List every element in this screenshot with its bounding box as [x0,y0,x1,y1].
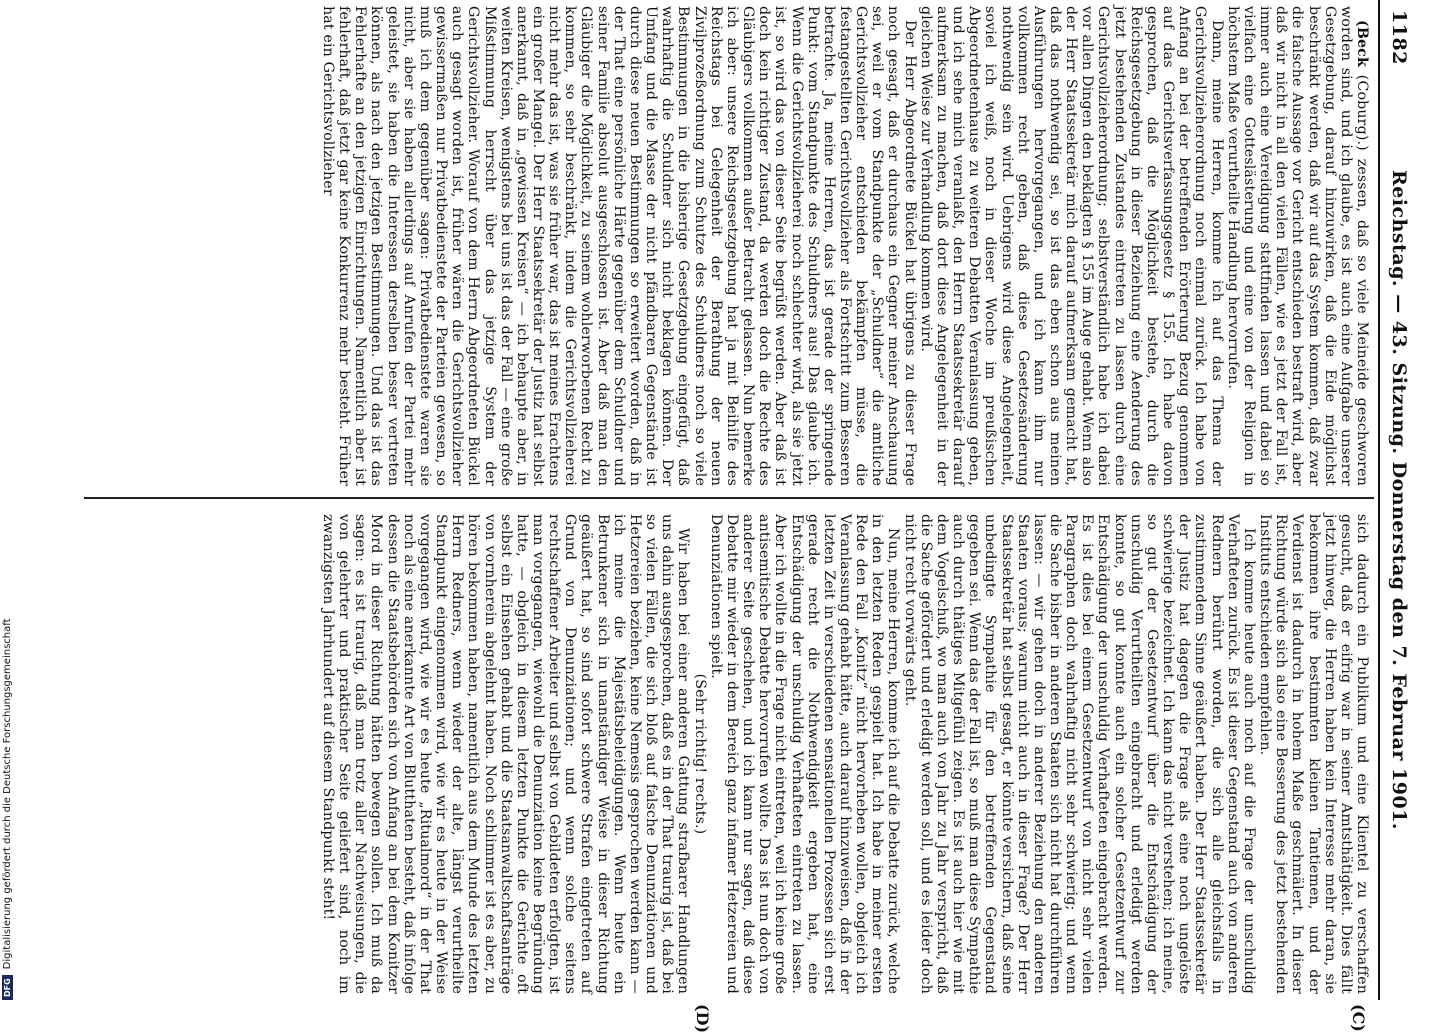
paragraph [1257,514,1370,994]
paragraph [320,6,918,486]
paragraph-text: Nun, meine Herren, komme ich auf die Debatte zurück, welche in den letzten Reden gespielt hat. Ich habe in meiner ersten Rede den Fall „Konitz“ nicht hervorheben wollen, obgleich ich Veranlassung gehabt hätte, auch darauf hinzuweisen, daß in der letzten Zeit in verschiedenen sensationellen Prozessen sich erst gerade recht die Nothwendigkeit ergeben hat, eine Entschädigung der unschuldig Verhafteten eintreten zu lassen. Aber ich wollte in die Frage nicht eintreten, weil ich keine große antisemitische Debatte hervorrufen wollte. Das ist nun doch von anderer Seite geschehen, und ich kann nur sagen, daß diese Debatte mir wieder in dem Bereich ganz infamer Hetzereien und Denunziationen spielt. [707,514,902,994]
dfg-logo: DFG [2,975,13,1000]
speaker-name: (Beck [1354,20,1370,67]
header-rule [1378,0,1380,1000]
paragraph-text: Der Herr Abgeordnete Bückel hat übrigens zu dieser Frage noch gesagt, daß er durchaus ein Gegner meiner Anschauung sei, weil er vom Standpunkte der „Schuldner“ die amtliche Gerichtsvollzieher entschieden bekämpfen müsse, die festangestellten Gerichtsvollzieher als Fortschritt zum Besseren betrachte. Ja, meine Herren, das ist gerade der springende Punkt: vom Standpunkte des Schuldners aus! Das glaube ich. Wenn die Gerichtsvollzieherei noch schlechter wird, als sie jetzt ist, so wird das von dieser Seite begrüßt werden. Aber daß ist doch kein richtiger Zustand, da werden doch die Rechte des Gläubigers vollkommen außer Betracht gelassen. Nun bemerke ich aber: unsere Reichsgesetzgebung hat ja mit Beihilfe des Reichstags bei Gelegenheit der Berathung der neuen Zivilprozeßordnung zum Schutze des Schuldners noch so viele Bestimmungen in die bisherige Gesetzgebung eingefügt, daß wahrhaftig die Schuldner sich nicht beklagen können. Der Umfang und die Masse der nicht pfändbaren Gegenstände ist durch diese neuen Bestimmungen so erweitert worden, daß in der That eine persönliche Härte gegenüber dem Schuldner und seiner Familie absolut ausgeschlossen ist. Aber daß man den Gläubiger die Möglichkeit, zu seinem wohlerworbenen Recht zu kommen, so sehr beschränkt, indem die Gerichtsvollzieherei nicht mehr das ist, was sie früher war, das ist meines Erachtens ein großer Mangel. Der Herr Staatssekretär der Justiz hat selbst anerkannt, daß in „gewissen Kreisen“ — ich behaupte aber, in weiten Kreisen, wenigstens bei uns ist das der Fall — eine große Mißstimmung herrscht über das jetzige System der Gerichtsvollzieher. Worauf von dem Herrn Abgeordneten Bückel auch gesagt worden ist, früher wären die Gerichtsvollzieher gewissermaßen nur Privatbedienstete der Parteien gewesen, so muß ich dem gegenüber sagen: Privatbedienstete waren sie nicht, aber sie haben allerdings auf Anrufen der Partei mehr geleistet, sie haben die Interessen derselben besser vertreten können, als nach den jetzigen Bestimmungen. Und das ist das Fehlerhafte an den jetzigen Einrichtungen. Namentlich aber ist fehlerhaft, daß jetzt gar keine Konkurrenz mehr besteht. Früher hat ein Gerichtsvollzieher [320,6,918,486]
document-page [74,0,1414,1033]
paragraph [691,514,707,994]
paragraph-text: zessen, daß so viele Meineide geschworen worden sind, und ich glaube, es ist auch eine Aufgabe unserer Gesetzgebung, darauf hinzuwirken, daß die Eide möglichst beschränkt werden, daß wir auf das System kommen, daß zwar die falsche Aussage vor Gericht entschieden bestraft wird, aber daß wir nicht in all den vielen Fällen, wie es jetzt der Fall ist, immer auch eine Vereidigung stattfinden lassen und dabei so vielfach eine Gotteslästerung und eine von der Religion in höchstem Maße verurtheilte Handlung hervorrufen. [1224,6,1370,486]
margin-mark-c: (C) [1349,1004,1368,1032]
paragraph-text: sich dadurch ein Publikum und eine Klientel zu verschaffen gesucht, daß er eifrig war in seiner Amtsthätigkeit. Dies fällt jetzt hinweg, die Herren haben kein Interesse mehr daran, sie bekommen ihre bestimmten kleinen Tantiemen, und der Verdienst ist dadurch in hohem Maße geschmälert. In dieser Richtung würde sich also eine Besserung des jetzt bestehenden Instituts entschieden empfehlen. [1257,514,1370,994]
page-title: Reichstag. — 43. Sitzung. Donnerstag den 7. Februar 1901. [1388,169,1410,831]
page-number: 1182 [1388,10,1410,65]
column-divider [84,497,1374,499]
speaker-suffix: (Coburg).) [1354,74,1370,151]
page-header [1380,0,1414,1000]
paragraph-text: (Sehr richtig! rechts.) [691,673,708,835]
paragraph [918,6,1225,486]
digitization-footer [2,0,13,1000]
margin-mark-d: (D) [693,1004,712,1033]
left-column [320,6,1370,486]
paragraph [1225,6,1370,486]
paragraph [708,514,902,994]
paragraph [901,514,1256,994]
paragraph-text: Wir haben bei einer anderen Gattung strafbarer Handlungen uns dahin ausgesprochen, daß es in der That traurig ist, daß bei so vielen Fällen, die sich bloß auf falsche Denunziationen und Hetzereien beziehen, keine Nemesis gesprochen werden kann — ich meine die Majestätsbeleidigungen. Wenn heute ein Betrunkener sich in unanständiger Weise in dieser Richtung geäußert hat, so sind sofort schwere Strafen eingetreten auf Grund von Denunziationen; und wenn solche seitens rechtschaffener Arbeiter und selbst von Gebildeten erfolgten, ist man vorgegangen, wiewohl die Denunziation keine Begründung hatte, — obgleich in diesem letzten Punkte die Gerichte oft selbst ein Einsehen gehabt und die Staatsanwaltschaftsanträge von vornherein abgelehnt haben. Noch schlimmer ist es aber, zu hören bekommen haben, namentlich aus dem Munde des letzten Herrn Redners, wenn wieder der alte, längst verurtheilte Standpunkt eingenommen wird, wie wir es heute in der Weise vorgegangen wird, wie wir es heute „Ritualmord“ in der That noch als eine anerkannte Art von Blutthaten besteht, daß infolge dessen die Staatsbehörden sich von Anfang an bei dem Konitzer Mord in dieser Richtung hätten bewegen sollen. Ich muß da sagen: es ist traurig, daß man trotz aller Nachweisungen, die von gelehrter und praktischer Seite geliefert sind, noch im zwanzigsten Jahrhundert auf diesem Standpunkt steht! [320,514,692,994]
paragraph-text: Dann, meine Herren, komme ich auf das Thema der Gerichtsvollzieherordnung noch einmal zurück. Ich habe von Anfang an bei der betreffenden Erörterung Bezug genommen auf das Gerichtsverfassungsgesetz § 155. Ich habe davon gesprochen, daß die Möglichkeit bestehe, durch die Reichsgesetzgebung in dieser Beziehung eine Aenderung des jetzt bestehenden Zustandes eintreten zu lassen durch eine Gerichtsvollzieherordnung; selbstverständlich habe ich dabei vor allen Dingen den beklagten § 155 im Auge gehabt. Wenn also der Herr Staatssekretär mich darauf aufmerksam gemacht hat, daß das nothwendig sei, so ist das eben schon aus meinen Ausführungen hervorgegangen, und ich kann ihm nur vollkommen recht geben, daß diese Gesetzesänderung nothwendig sein wird. Uebrigens wird diese Angelegenheit, soviel ich weiß, noch in dieser Woche im preußischen Abgeordnetenhause zu weiteren Debatten Veranlassung geben, und ich sehe mich veranlaßt, den Herrn Staatssekretär darauf aufmerksam zu machen, daß dort diese Angelegenheit in der gleichen Weise zur Verhandlung kommen wird. [917,6,1225,486]
paragraph-text: Ich komme heute auch noch auf die Frage der unschuldig Verhafteten zurück. Es ist dieser Gegenstand auch von anderen Rednern berührt worden, die sich alle gleichsfalls in zustimmendem Sinne geäußert haben. Der Herr Staatssekretär der Justiz hat dagegen die Frage als eine noch ungelöste schwierige bezeichnet. Ich kann das nicht verstehen; ich meine, so gut der Gesetzentwurf über die Entschädigung der unschuldig Verurtheilten eingebracht und erledigt werden konnte, so gut konnte auch ein solcher Gesetzentwurf zur Entschädigung der unschuldig Verhafteten eingebracht werden. Es ist dies bei einem Gesetzentwurf von nicht sehr vielen Paragraphen doch wahrhaftig nicht sehr schwierig; und wenn die Sache bisher in anderen Staaten sich nicht hat durchführen lassen: — wir gehen doch in anderer Beziehung den anderen Staaten voraus; warum nicht auch in dieser Frage? Der Herr Staatssekretär hat selbst gesagt, er könnte versichern, daß seine unbedingte Sympathie für den betreffenden Gegenstand gegeben sei. Wenn das der Fall ist, so muß man diese Sympathie auch durch thätiges Mitgefühl zeigen. Es ist auch hier wie mit dem Vogelschuß, wo man auch von Jahr zu Jahr verspricht, daß die Sache gefördert und erledigt werden soll, und es leider doch nicht recht vorwärts geht. [901,514,1257,995]
margin-mark-b [693,0,712,1]
paragraph [320,514,692,994]
footer-text: Digitalisierung gefördert durch die Deutsche Forschungsgemeinschaft [2,618,13,970]
right-column [320,514,1370,994]
